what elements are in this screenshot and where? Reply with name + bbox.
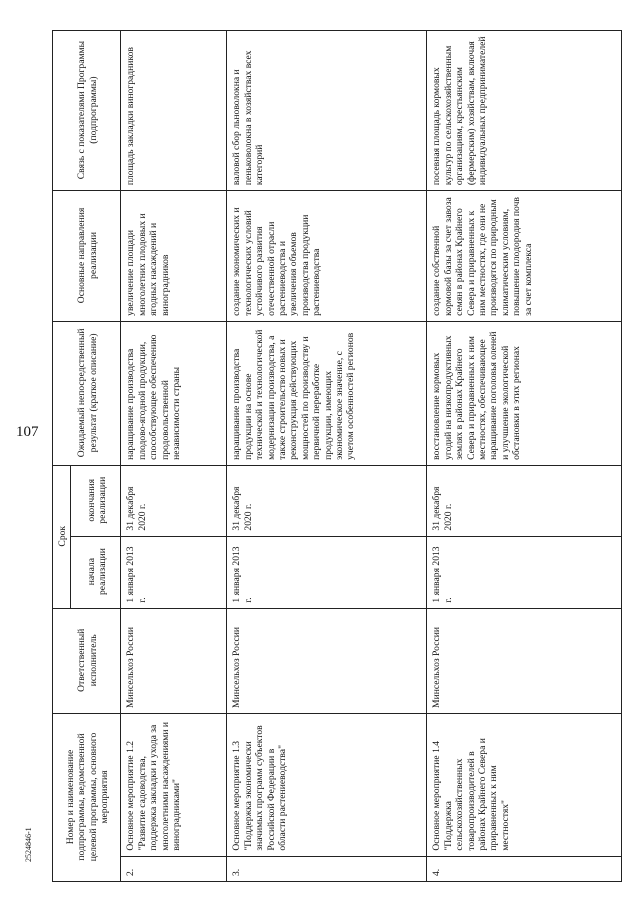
- header-indicators: Связь с показателями Программы (подпрограммы): [53, 31, 121, 191]
- program-activities-table: [52, 30, 622, 882]
- expected-result: наращивание производства продукции на основе технической и технологической модернизации производства, а также строительство новых и реконструкция действующих мощностей по производству и первичной переработке продукции, имеющих экономическое значение, с учетом особенностей регионов: [227, 321, 427, 465]
- header-directions: Основные направления реализации: [53, 191, 121, 322]
- activity-name: Основное мероприятие 1.2 "Развитие садоводства, поддержка закладки и ухода за многолетними насаждениями и виноградниками": [121, 713, 227, 856]
- table-row: [227, 31, 427, 882]
- header-period: Срок: [53, 465, 71, 608]
- responsible-executor: Минсельхоз России: [227, 608, 427, 713]
- table-row: [121, 31, 227, 882]
- main-directions: создание экономических и технологических условий устойчивого развития отечественной отрасли растениеводства и увеличения объемов производства продукции растениеводства: [227, 191, 427, 322]
- header-name: Номер и наименование подпрограммы, ведомственной целевой программы, основного мероприятия: [53, 713, 121, 881]
- activity-name: Основное мероприятие 1.3 "Поддержка экономически значимых программ субъектов Российской Федерации в области растениеводства": [227, 713, 427, 856]
- start-date: 1 января 2013 г.: [121, 536, 227, 608]
- linked-indicators: валовой сбор льноволокна и пеньковолокна в хозяйствах всех категорий: [227, 31, 427, 191]
- expected-result: восстановление кормовых угодий на низкопродуктивных землях в районах Крайнего Севера и приравненных к ним местностях, обеспечивающее наращивание поголовья оленей и улучшение экологической обстановки в этих регионах: [427, 321, 622, 465]
- end-date: 31 декабря 2020 г.: [427, 465, 622, 536]
- responsible-executor: Минсельхоз России: [121, 608, 227, 713]
- header-end: окончания реализации: [71, 465, 121, 536]
- main-directions: создание собственной кормовой базы за счет завоза семян в районах Крайнего Севера и приравненных к ним местностях, где они не производятся по природным климатическим условиям, повышение плодородия почв за счет комплекса: [427, 191, 622, 322]
- row-number: 3.: [227, 856, 427, 881]
- linked-indicators: площадь закладки виноградников: [121, 31, 227, 191]
- start-date: 1 января 2013 г.: [427, 536, 622, 608]
- end-date: 31 декабря 2020 г.: [121, 465, 227, 536]
- expected-result: наращивание производства плодово-ягодной продукции, способствующее обеспечению продовольственной независимости страны: [121, 321, 227, 465]
- header-result: Ожидаемый непосредственный результат (краткое описание): [53, 321, 121, 465]
- page-number: 107: [16, 424, 39, 440]
- linked-indicators: посевная площадь кормовых культур по сельскохозяйственным организациям, крестьянским (фермерским) хозяйствам, включая индивидуальных предпринимателей: [427, 31, 622, 191]
- rotated-table-container: [52, 30, 622, 882]
- start-date: 1 января 2013 г.: [227, 536, 427, 608]
- table-row: [427, 31, 622, 882]
- row-number: 2.: [121, 856, 227, 881]
- activity-name: Основное мероприятие 1.4 "Поддержка сельскохозяйственных товаропроизводителей в районах Крайнего Севера и приравненных к ним местностях": [427, 713, 622, 856]
- document-code: 2524846-1: [24, 827, 33, 862]
- header-start: начала реализации: [71, 536, 121, 608]
- header-responsible: Ответственный исполнитель: [53, 608, 121, 713]
- main-directions: увеличение площади многолетних плодовых и ягодных насаждений и виноградников: [121, 191, 227, 322]
- end-date: 31 декабря 2020 г.: [227, 465, 427, 536]
- responsible-executor: Минсельхоз России: [427, 608, 622, 713]
- row-number: 4.: [427, 856, 622, 881]
